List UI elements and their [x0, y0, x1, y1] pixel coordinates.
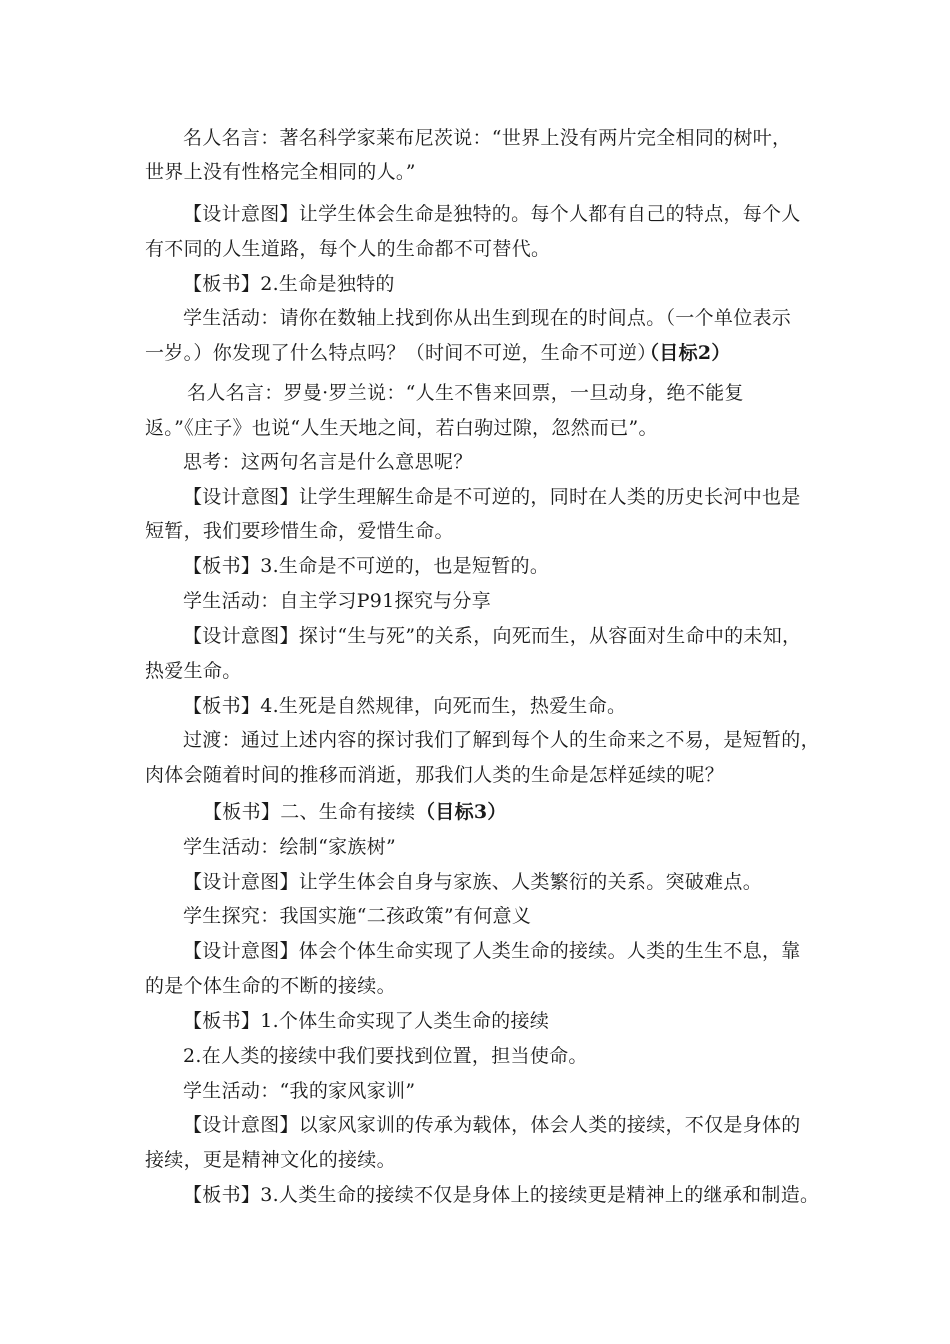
text-line: 名人名言：罗曼·罗兰说：“人生不售来回票，一旦动身，绝不能复 [187, 382, 744, 404]
text-line: 返。”《庄子》也说“人生天地之间，若白驹过隙，忽然而已”。 [145, 417, 658, 439]
text-line: 【设计意图】让学生理解生命是不可逆的，同时在人类的历史长河中也是 [183, 486, 801, 508]
text-line: 学生活动：请你在数轴上找到你从出生到现在的时间点。（一个单位表示 [183, 307, 792, 329]
text-line: 有不同的人生道路，每个人的生命都不可替代。 [145, 238, 551, 260]
text-line: 【板书】3.人类生命的接续不仅是身体上的接续更是精神上的继承和制造。 [183, 1184, 820, 1206]
text-line: 学生探究：我国实施“二孩政策”有何意义 [183, 905, 532, 927]
text-line: 短暂，我们要珍惜生命，爱惜生命。 [145, 520, 454, 542]
text-line: 一岁。）你发现了什么特点吗？（时间不可逆，生命不可逆） [145, 342, 657, 364]
goal-label: （目标2） [640, 342, 731, 364]
text-line: 【板书】3.生命是不可逆的，也是短暂的。 [183, 555, 550, 577]
text-line: 热爱生命。 [145, 660, 242, 682]
goal-label: （目标3） [416, 801, 507, 823]
text-line: 学生活动：“我的家风家训” [183, 1080, 416, 1102]
text-line: 学生活动：自主学习P91探究与分享 [183, 590, 492, 612]
text-line: 【设计意图】体会个体生命实现了人类生命的接续。人类的生生不息，靠 [183, 940, 801, 962]
text-line: 【板书】2.生命是独特的 [183, 273, 395, 295]
text-line: 世界上没有性格完全相同的人。” [145, 161, 416, 183]
text-line: 【板书】4.生死是自然规律，向死而生，热爱生命。 [183, 695, 627, 717]
text-line: 接续，更是精神文化的接续。 [145, 1149, 396, 1171]
text-line: 学生活动：绘制“家族树” [183, 836, 397, 858]
text-line: 思考：这两句名言是什么意思呢？ [183, 451, 473, 473]
text-line: 2.在人类的接续中我们要找到位置，担当使命。 [183, 1045, 588, 1067]
text-line: 肉体会随着时间的推移而消逝，那我们人类的生命是怎样延续的呢？ [145, 764, 725, 786]
text-line: 【板书】二、生命有接续 [203, 801, 416, 823]
text-line: 【板书】1.个体生命实现了人类生命的接续 [183, 1010, 550, 1032]
text-line: 【设计意图】以家风家训的传承为载体，体会人类的接续，不仅是身体的 [183, 1114, 801, 1136]
text-line: 的是个体生命的不断的接续。 [145, 975, 396, 997]
text-line: 【设计意图】探讨“生与死”的关系，向死而生，从容面对生命中的未知， [183, 625, 802, 647]
text-line: 过渡：通过上述内容的探讨我们了解到每个人的生命来之不易，是短暂的， [183, 729, 820, 751]
text-line: 【设计意图】让学生体会生命是独特的。每个人都有自己的特点，每个人 [183, 203, 801, 225]
text-line: 【设计意图】让学生体会自身与家族、人类繁衍的关系。突破难点。 [183, 871, 763, 893]
text-line: 名人名言：著名科学家莱布尼茨说：“世界上没有两片完全相同的树叶， [183, 127, 792, 149]
